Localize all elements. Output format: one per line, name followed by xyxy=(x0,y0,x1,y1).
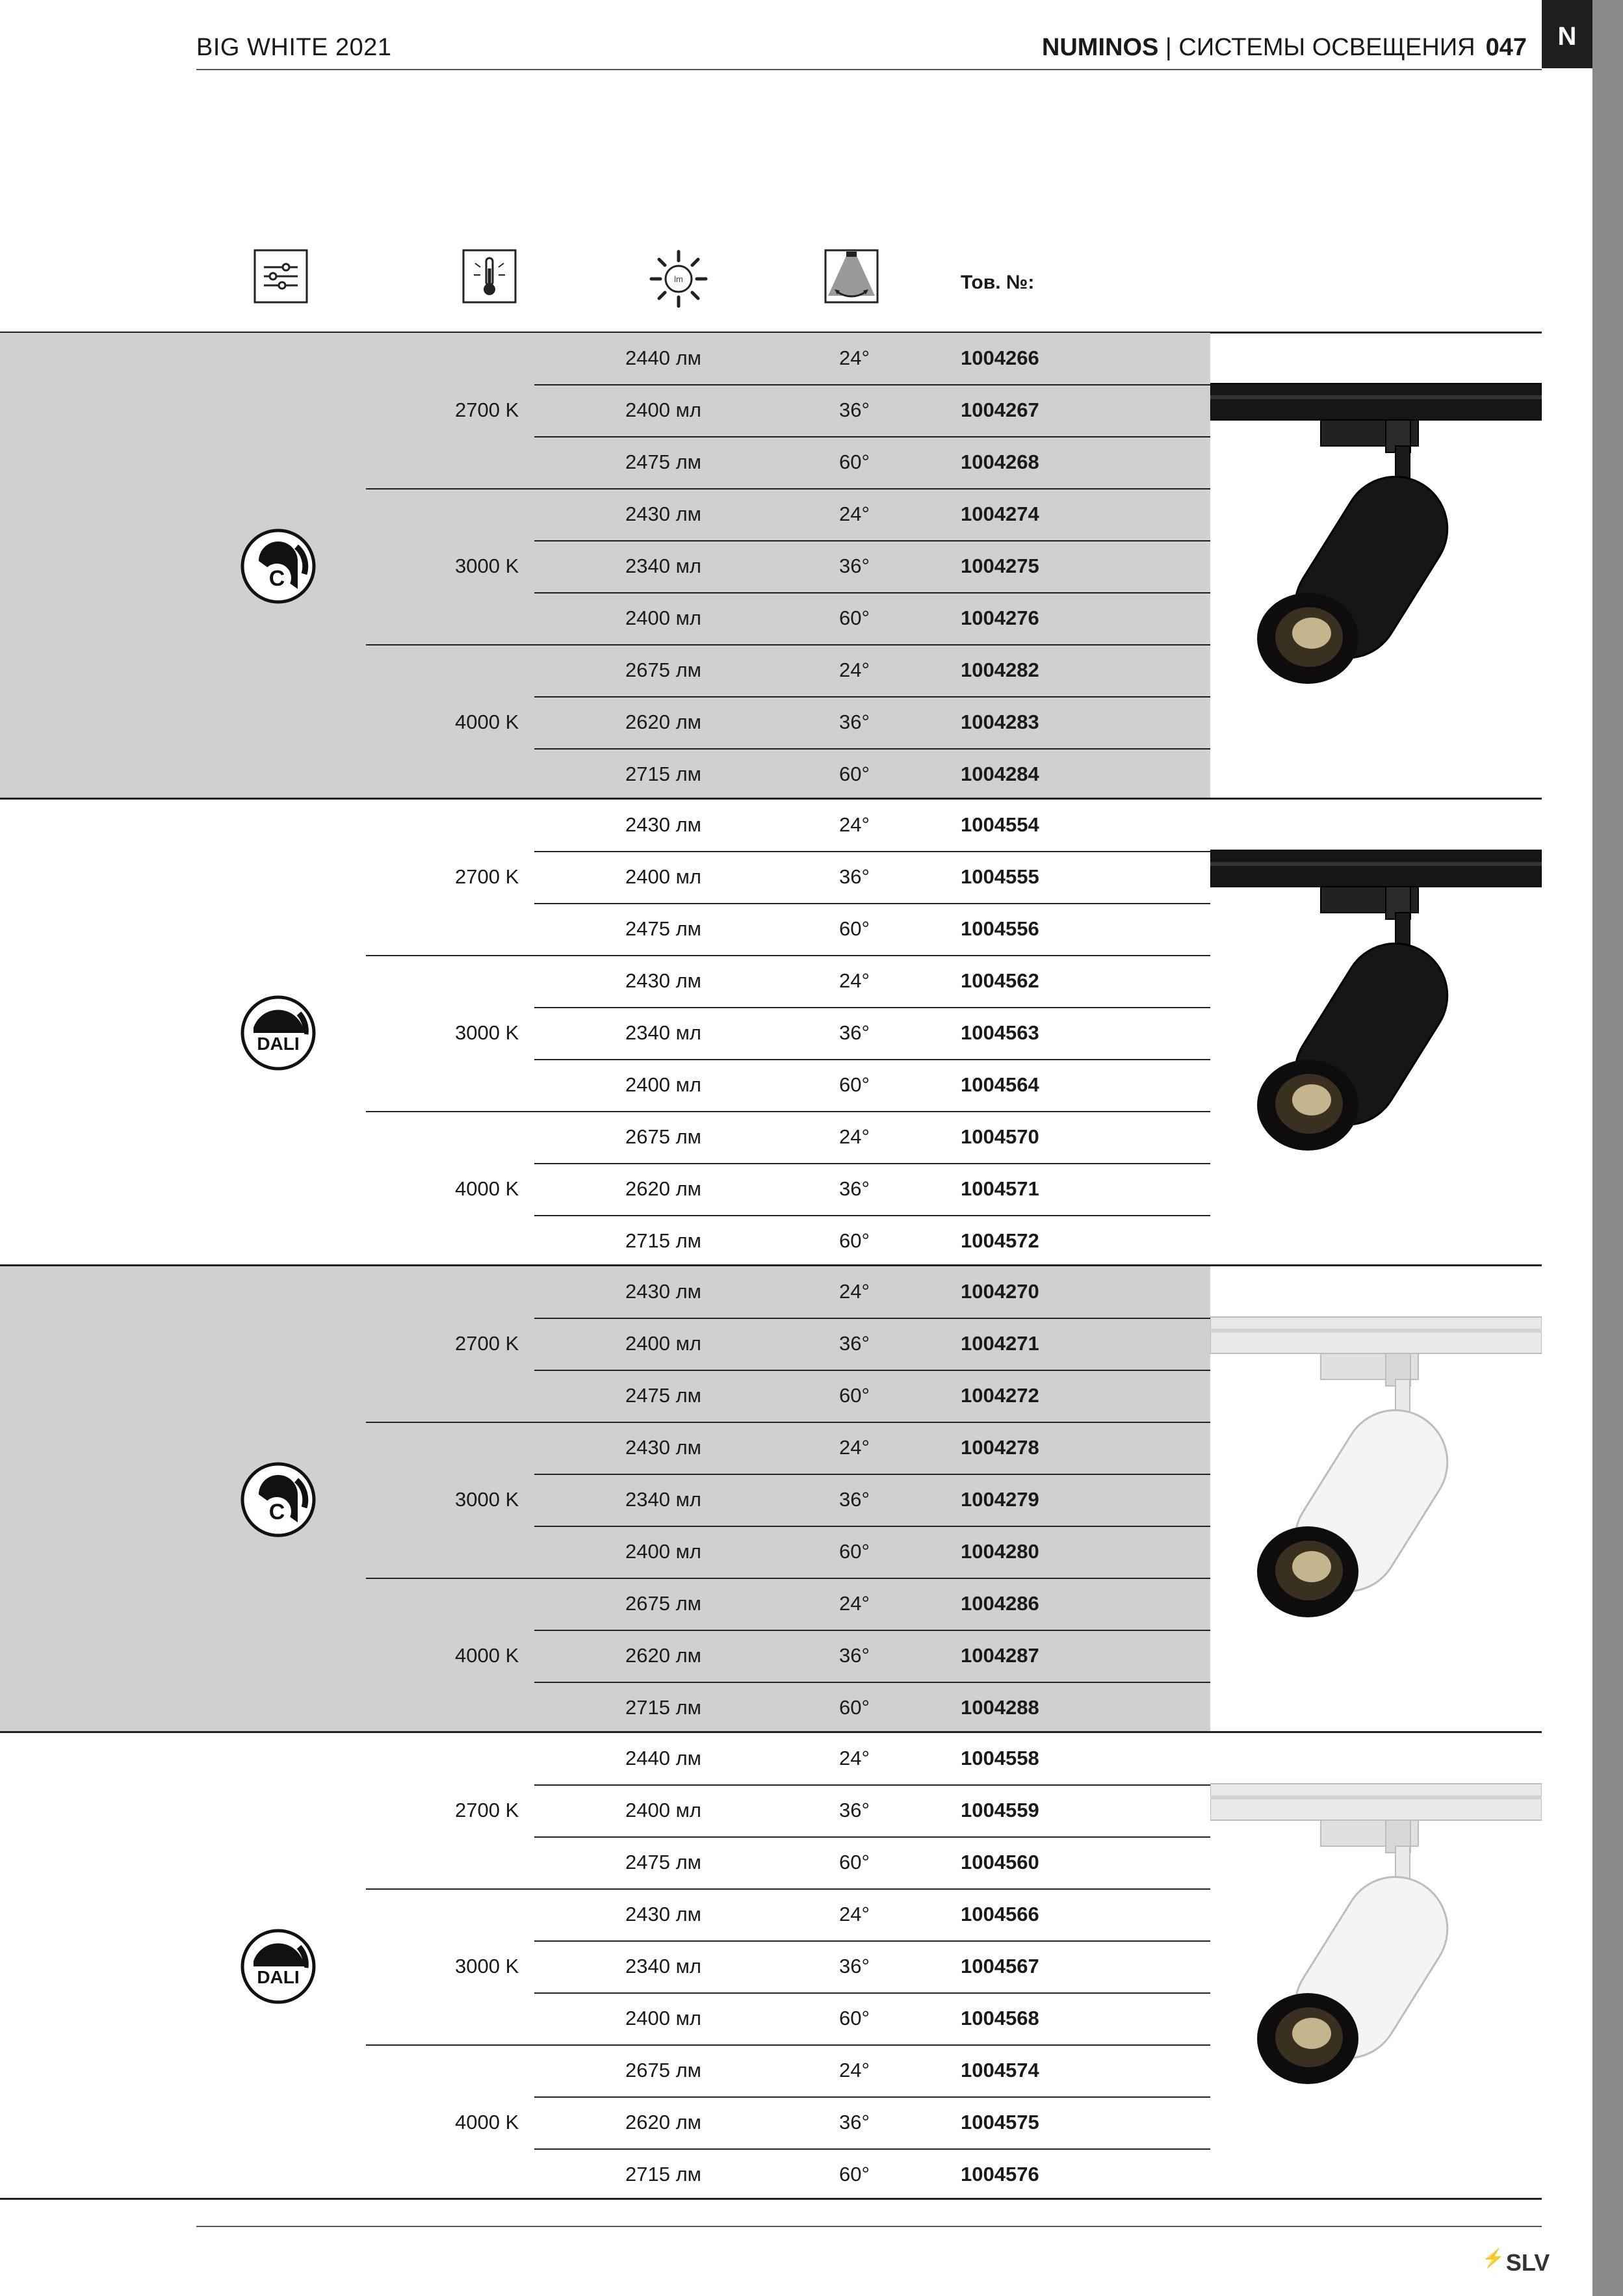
article-number: 1004276 xyxy=(961,607,1039,629)
beam-angle: 24° xyxy=(839,1125,870,1148)
table-row xyxy=(0,2097,1210,2149)
luminous-flux: 2340 мл xyxy=(625,1021,701,1044)
luminous-flux: 2475 лм xyxy=(625,450,701,473)
beam-angle: 24° xyxy=(839,1592,870,1615)
table-row xyxy=(0,2045,1210,2097)
article-number: 1004284 xyxy=(961,763,1039,785)
article-number: 1004280 xyxy=(961,1540,1039,1563)
beam-angle: 36° xyxy=(839,1644,870,1667)
luminous-flux: 2340 мл xyxy=(625,1488,701,1511)
table-row xyxy=(0,1318,1210,1370)
table-row xyxy=(0,852,1210,904)
luminous-flux: 2340 мл xyxy=(625,1955,701,1977)
black-track-spotlight-image xyxy=(1210,800,1542,1167)
article-number: 1004286 xyxy=(961,1592,1039,1615)
luminous-flux: 2400 мл xyxy=(625,1540,701,1563)
article-number: 1004554 xyxy=(961,813,1039,836)
luminous-flux: 2430 лм xyxy=(625,1436,701,1459)
control-label: C xyxy=(268,1500,285,1524)
table-row xyxy=(0,697,1210,749)
beam-angle: 24° xyxy=(839,659,870,681)
table-row xyxy=(0,1216,1210,1268)
table-row xyxy=(0,1630,1210,1682)
luminous-flux: 2675 лм xyxy=(625,659,701,681)
logo-spark-icon: ⚡ xyxy=(1482,2248,1505,2268)
beam-angle: 24° xyxy=(839,1903,870,1925)
article-number: 1004274 xyxy=(961,502,1039,525)
table-row xyxy=(0,489,1210,541)
header-separator: | xyxy=(1158,34,1179,61)
table-row xyxy=(0,1993,1210,2045)
article-number: 1004287 xyxy=(961,1644,1039,1667)
article-number: 1004559 xyxy=(961,1799,1039,1821)
table-row xyxy=(0,593,1210,645)
article-number: 1004572 xyxy=(961,1229,1039,1252)
luminous-flux: 2475 лм xyxy=(625,917,701,940)
slv-logo xyxy=(1482,2249,1550,2276)
beam-angle: 36° xyxy=(839,554,870,577)
article-number: 1004563 xyxy=(961,1021,1039,1044)
luminous-flux: 2675 лм xyxy=(625,1125,701,1148)
beam-angle: 60° xyxy=(839,763,870,785)
luminous-flux: 2400 мл xyxy=(625,607,701,629)
luminous-flux: 2620 лм xyxy=(625,711,701,733)
table-row xyxy=(0,1889,1210,1941)
beam-angle: 24° xyxy=(839,813,870,836)
color-temperature: 4000 K xyxy=(455,1177,519,1200)
luminous-flux: 2715 лм xyxy=(625,1229,701,1252)
table-row xyxy=(0,1785,1210,1837)
beam-angle: 60° xyxy=(839,2163,870,2185)
article-number: 1004283 xyxy=(961,711,1039,733)
svg-text:lm: lm xyxy=(674,274,683,284)
beam-angle: 60° xyxy=(839,1384,870,1407)
beam-angle: 60° xyxy=(839,1073,870,1096)
beam-angle: 36° xyxy=(839,1021,870,1044)
article-number: 1004558 xyxy=(961,1747,1039,1769)
control-label: C xyxy=(268,566,285,591)
luminous-flux: 2430 лм xyxy=(625,969,701,992)
luminous-flux: 2340 мл xyxy=(625,554,701,577)
white-track-spotlight-image xyxy=(1210,1733,1542,2100)
beam-angle: 36° xyxy=(839,1332,870,1355)
article-number: 1004567 xyxy=(961,1955,1039,1977)
color-temperature: 3000 K xyxy=(455,1488,519,1511)
footer-rule xyxy=(196,2226,1542,2227)
article-number: 1004564 xyxy=(961,1073,1039,1096)
beam-angle: 24° xyxy=(839,1747,870,1769)
table-row xyxy=(0,1422,1210,1474)
table-row xyxy=(0,1941,1210,1993)
luminous-flux: 2440 лм xyxy=(625,1747,701,1769)
luminous-flux: 2430 лм xyxy=(625,1280,701,1303)
color-temperature: 3000 K xyxy=(455,554,519,577)
page-number: 047 xyxy=(1485,34,1527,61)
article-number: 1004275 xyxy=(961,554,1039,577)
color-temperature: 2700 K xyxy=(455,865,519,888)
color-temperature: 3000 K xyxy=(455,1955,519,1977)
luminous-flux: 2620 лм xyxy=(625,2111,701,2133)
table-row xyxy=(0,2149,1210,2201)
article-number: 1004571 xyxy=(961,1177,1039,1200)
product-block xyxy=(0,800,1542,1266)
color-temperature: 2700 K xyxy=(455,398,519,421)
luminous-flux: 2400 мл xyxy=(625,1073,701,1096)
article-number: 1004556 xyxy=(961,917,1039,940)
table-row xyxy=(0,333,1210,385)
white-track-spotlight-image xyxy=(1210,1266,1542,1634)
luminous-flux: 2675 лм xyxy=(625,2059,701,2081)
beam-angle: 36° xyxy=(839,1799,870,1821)
beam-angle: 36° xyxy=(839,398,870,421)
beam-angle: 24° xyxy=(839,1280,870,1303)
beam-angle: 60° xyxy=(839,1540,870,1563)
luminous-flux: 2675 лм xyxy=(625,1592,701,1615)
table-row xyxy=(0,385,1210,437)
beam-angle: 36° xyxy=(839,1177,870,1200)
color-temperature: 2700 K xyxy=(455,1799,519,1821)
table-row xyxy=(0,1578,1210,1630)
luminous-flux: 2475 лм xyxy=(625,1384,701,1407)
article-number: 1004560 xyxy=(961,1851,1039,1873)
product-block xyxy=(0,1733,1542,2200)
article-number: 1004566 xyxy=(961,1903,1039,1925)
color-temperature: 2700 K xyxy=(455,1332,519,1355)
control-label: DALI xyxy=(257,1034,300,1054)
article-number: 1004267 xyxy=(961,398,1039,421)
catalog-title: BIG WHITE 2021 xyxy=(196,34,392,61)
article-number: 1004562 xyxy=(961,969,1039,992)
article-number: 1004282 xyxy=(961,659,1039,681)
table-row xyxy=(0,1164,1210,1216)
header-rule xyxy=(196,69,1542,70)
beam-angle: 60° xyxy=(839,607,870,629)
table-row xyxy=(0,956,1210,1008)
beam-angle: 36° xyxy=(839,1955,870,1977)
article-number: 1004570 xyxy=(961,1125,1039,1148)
luminous-flux: 2620 лм xyxy=(625,1177,701,1200)
table-row xyxy=(0,904,1210,956)
section-tab: N xyxy=(1542,0,1592,68)
article-number: 1004268 xyxy=(961,450,1039,473)
luminous-flux: 2715 лм xyxy=(625,1696,701,1719)
color-temperature: 4000 K xyxy=(455,1644,519,1667)
table-row xyxy=(0,1060,1210,1112)
table-row xyxy=(0,800,1210,852)
product-table xyxy=(0,333,1542,2200)
black-track-spotlight-image xyxy=(1210,333,1542,700)
beam-angle: 24° xyxy=(839,2059,870,2081)
control-icon xyxy=(253,249,308,307)
beam-angle: 24° xyxy=(839,1436,870,1459)
article-number: 1004279 xyxy=(961,1488,1039,1511)
table-row xyxy=(0,1474,1210,1526)
luminous-flux: 2400 мл xyxy=(625,398,701,421)
luminous-flux: 2400 мл xyxy=(625,865,701,888)
luminous-flux: 2440 лм xyxy=(625,346,701,369)
article-number: 1004266 xyxy=(961,346,1039,369)
luminous-flux: 2400 мл xyxy=(625,2007,701,2029)
article-number: 1004272 xyxy=(961,1384,1039,1407)
luminous-flux: 2430 лм xyxy=(625,813,701,836)
article-number: 1004271 xyxy=(961,1332,1039,1355)
luminous-flux: 2400 мл xyxy=(625,1332,701,1355)
table-row xyxy=(0,749,1210,801)
color-temperature: 4000 K xyxy=(455,2111,519,2133)
article-number: 1004576 xyxy=(961,2163,1039,2185)
table-row xyxy=(0,1837,1210,1889)
page-header xyxy=(1042,34,1527,62)
table-row xyxy=(0,1112,1210,1164)
beam-angle: 60° xyxy=(839,1229,870,1252)
logo-text: SLV xyxy=(1505,2249,1550,2276)
beam-angle: 60° xyxy=(839,450,870,473)
color-temperature: 4000 K xyxy=(455,711,519,733)
luminous-flux: 2715 лм xyxy=(625,2163,701,2185)
beam-angle: 36° xyxy=(839,711,870,733)
beam-angle: 60° xyxy=(839,1851,870,1873)
section-name: СИСТЕМЫ ОСВЕЩЕНИЯ xyxy=(1178,34,1475,61)
side-strip xyxy=(1592,0,1623,2296)
luminous-flux: 2430 лм xyxy=(625,502,701,525)
table-row xyxy=(0,1266,1210,1318)
table-row xyxy=(0,1526,1210,1578)
table-row xyxy=(0,541,1210,593)
table-row xyxy=(0,1370,1210,1422)
table-row xyxy=(0,645,1210,697)
article-number: 1004568 xyxy=(961,2007,1039,2029)
luminous-flux: 2715 лм xyxy=(625,763,701,785)
beam-angle: 60° xyxy=(839,917,870,940)
luminous-flux-icon xyxy=(649,249,708,312)
beam-angle: 24° xyxy=(839,346,870,369)
beam-angle: 24° xyxy=(839,502,870,525)
table-row xyxy=(0,1733,1210,1785)
product-block xyxy=(0,333,1542,800)
article-number: 1004270 xyxy=(961,1280,1039,1303)
beam-angle: 36° xyxy=(839,2111,870,2133)
article-number: 1004575 xyxy=(961,2111,1039,2133)
product-block xyxy=(0,1266,1542,1733)
beam-angle: 36° xyxy=(839,1488,870,1511)
luminous-flux: 2620 лм xyxy=(625,1644,701,1667)
beam-angle: 60° xyxy=(839,1696,870,1719)
table-row xyxy=(0,1682,1210,1734)
beam-angle: 36° xyxy=(839,865,870,888)
beam-angle-icon xyxy=(824,249,879,307)
color-temperature: 3000 K xyxy=(455,1021,519,1044)
article-number: 1004574 xyxy=(961,2059,1039,2081)
luminous-flux: 2475 лм xyxy=(625,1851,701,1873)
beam-angle: 24° xyxy=(839,969,870,992)
beam-angle: 60° xyxy=(839,2007,870,2029)
table-row xyxy=(0,437,1210,489)
brand-name: NUMINOS xyxy=(1041,34,1159,61)
article-number: 1004278 xyxy=(961,1436,1039,1459)
table-row xyxy=(0,1008,1210,1060)
article-number: 1004555 xyxy=(961,865,1039,888)
color-temperature-icon xyxy=(462,249,517,307)
article-number-heading: Тов. №: xyxy=(961,272,1035,293)
control-label: DALI xyxy=(257,1967,300,1987)
luminous-flux: 2430 лм xyxy=(625,1903,701,1925)
article-number: 1004288 xyxy=(961,1696,1039,1719)
luminous-flux: 2400 мл xyxy=(625,1799,701,1821)
